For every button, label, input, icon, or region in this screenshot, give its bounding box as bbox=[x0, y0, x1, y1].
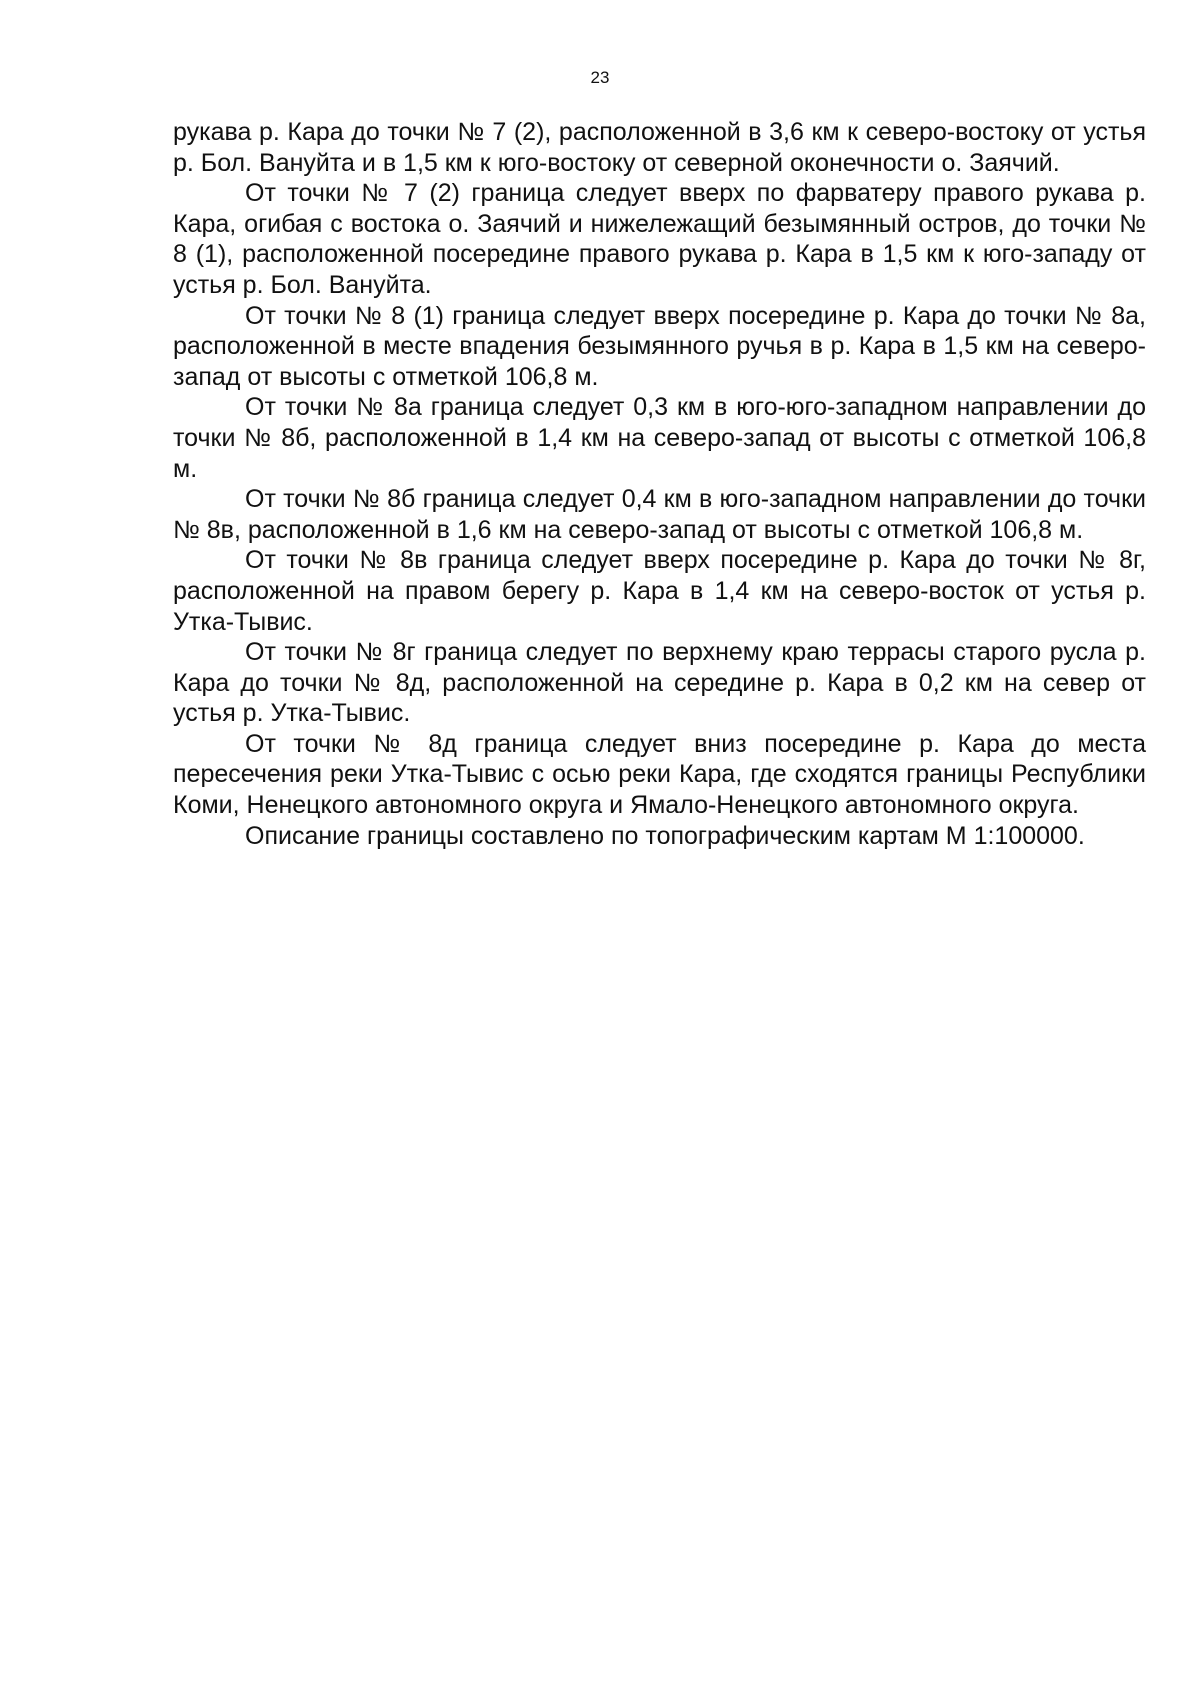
page-number: 23 bbox=[590, 68, 610, 87]
document-body bbox=[173, 117, 1146, 851]
paragraph-map-source: Описание границы составлено по топографическим картам М 1:100000. bbox=[245, 821, 1085, 850]
paragraph-point-8a: От точки № 8а граница следует 0,3 км в юго-юго-западном направлении до точки № 8б, расположенной в 1,4 км на северо-запад от высоты с отметкой 106,8 м. bbox=[173, 393, 1146, 483]
paragraph-point-8b: От точки № 8б граница следует 0,4 км в юго-западном направлении до точки № 8в, расположенной в 1,6 км на северо-запад от высоты с отметкой 106,8 м. bbox=[173, 485, 1146, 544]
paragraph-point-8v: От точки № 8в граница следует вверх посередине р. Кара до точки № 8г, расположенной на правом берегу р. Кара в 1,4 км на северо-восток от устья р. Утка-Тывис. bbox=[173, 546, 1146, 636]
paragraph-point-8-1: От точки № 8 (1) граница следует вверх посередине р. Кара до точки № 8а, расположенной в месте впадения безымянного ручья в р. Кара в 1,5 км на северо-запад от высоты с отметкой 106,8 м. bbox=[173, 301, 1146, 391]
paragraph-continuation: рукава р. Кара до точки № 7 (2), расположенной в 3,6 км к северо-востоку от устья р. Бол. Вануйта и в 1,5 км к юго-востоку от северной оконечности о. Заячий. bbox=[173, 118, 1146, 177]
paragraph-point-8g: От точки № 8г граница следует по верхнему краю террасы старого русла р. Кара до точки № 8д, расположенной на середине р. Кара в 0,2 км на север от устья р. Утка-Тывис. bbox=[173, 638, 1146, 728]
paragraph-point-8d: От точки № 8д граница следует вниз посередине р. Кара до места пересечения реки Утка-Тывис с осью реки Кара, где сходятся границы Республики Коми, Ненецкого автономного округа и Ямало-Ненецкого автономного округа. bbox=[173, 729, 1146, 820]
paragraph-point-7-2: От точки № 7 (2) граница следует вверх по фарватеру правого рукава р. Кара, огибая с востока о. Заячий и нижележащий безымянный остров, до точки № 8 (1), расположенной посередине правого рукава р. Кара в 1,5 км к юго-западу от устья р. Бол. Вануйта. bbox=[173, 179, 1146, 299]
